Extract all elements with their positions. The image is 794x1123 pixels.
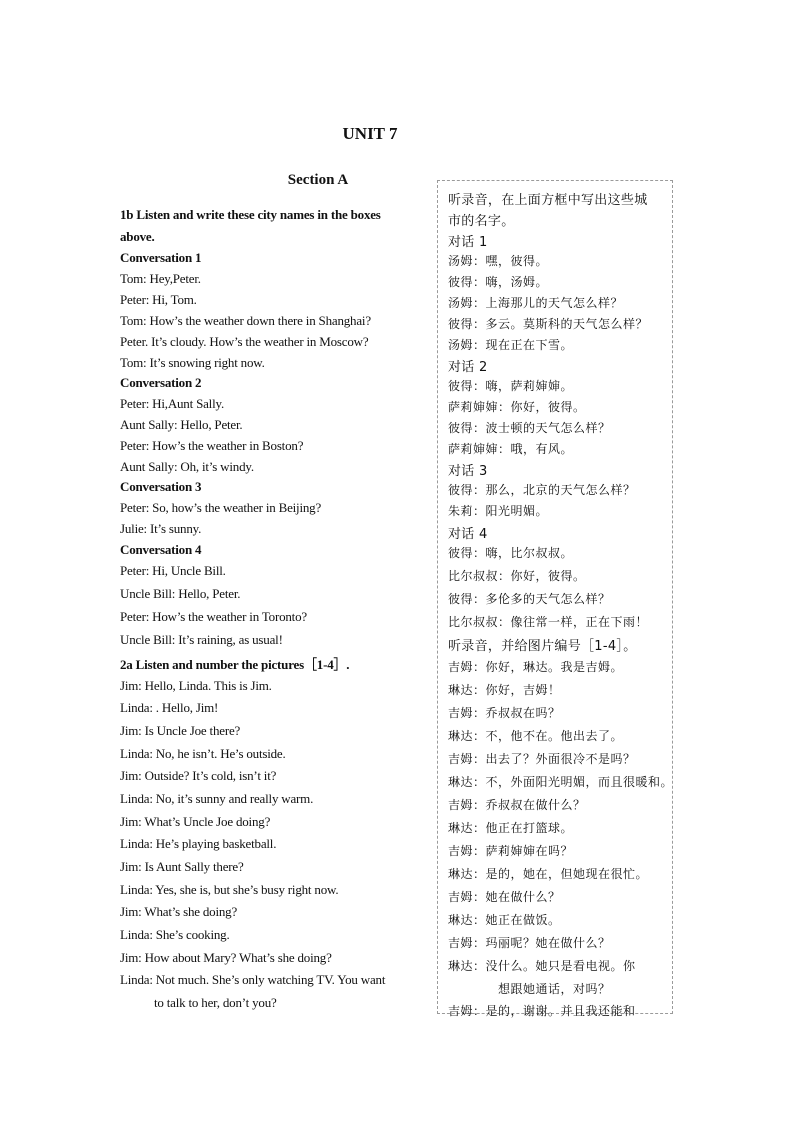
- english-transcript-line: Peter: Hi, Tom.: [120, 292, 197, 307]
- english-transcript-line: Jim: Is Uncle Joe there?: [120, 723, 241, 738]
- english-transcript-line: Peter. It’s cloudy. How’s the weather in Moscow?: [120, 334, 369, 349]
- english-transcript-line: above.: [120, 229, 155, 244]
- english-transcript-line: Peter: How’s the weather in Boston?: [120, 438, 304, 453]
- chinese-translation-line: 吉姆：乔叔叔在吗？: [448, 706, 561, 720]
- chinese-translation-line: 彼得：嗨，比尔叔叔。: [448, 546, 574, 560]
- chinese-translation-line: 对话 1: [448, 235, 488, 250]
- english-transcript-line: Linda: He’s playing basketball.: [120, 836, 277, 851]
- chinese-translation-line: 琳达：他正在打篮球。: [448, 821, 574, 835]
- chinese-translation-line: 琳达：没什么。她只是看电视。你: [448, 959, 636, 973]
- english-transcript-line: Peter: Hi, Uncle Bill.: [120, 563, 226, 578]
- english-transcript-line: Linda: . Hello, Jim!: [120, 700, 219, 715]
- english-transcript-line: Conversation 4: [120, 542, 202, 557]
- section-title: Section A: [287, 172, 349, 188]
- chinese-translation-line: 彼得：嗨，汤姆。: [448, 275, 549, 289]
- chinese-translation-line: 琳达：不，外面阳光明媚，而且很暖和。: [448, 775, 674, 789]
- chinese-translation-line: 市的名字。: [448, 214, 515, 229]
- english-transcript-line: Linda: Not much. She’s only watching TV. You want: [120, 972, 386, 987]
- chinese-translation-line: 吉姆：是的，谢谢。并且我还能和: [448, 1004, 636, 1018]
- chinese-translation-line: 琳达：她正在做饭。: [448, 913, 561, 927]
- english-transcript-line: Aunt Sally: Oh, it’s windy.: [120, 459, 254, 474]
- chinese-translation-line: 彼得：多伦多的天气怎么样？: [448, 592, 611, 606]
- chinese-translation-line: 琳达：不，他不在。他出去了。: [448, 729, 624, 743]
- english-transcript-line: 2a Listen and number the pictures［1-4］.: [120, 657, 350, 672]
- english-transcript-line: Linda: No, he isn’t. He’s outside.: [120, 746, 286, 761]
- english-transcript-line: Conversation 3: [120, 479, 202, 494]
- chinese-translation-line: 听录音，并给图片编号［1-4］。: [448, 639, 637, 654]
- chinese-translation-line: 吉姆：出去了？外面很冷不是吗？: [448, 752, 636, 766]
- chinese-translation-line: 朱莉：阳光明媚。: [448, 504, 549, 518]
- english-transcript-line: Tom: It’s snowing right now.: [120, 355, 265, 370]
- chinese-translation-line: 听录音，在上面方框中写出这些城: [448, 193, 648, 208]
- english-transcript-line: Jim: What’s she doing?: [120, 904, 238, 919]
- unit-title: UNIT 7: [342, 124, 398, 143]
- english-transcript-line: Jim: How about Mary? What’s she doing?: [120, 950, 332, 965]
- chinese-translation-line: 彼得：那么，北京的天气怎么样？: [448, 483, 636, 497]
- chinese-translation-line: 彼得：波士顿的天气怎么样？: [448, 421, 611, 435]
- chinese-translation-line: 对话 3: [448, 464, 488, 479]
- chinese-translation-line: 比尔叔叔：你好，彼得。: [448, 569, 586, 583]
- chinese-translation-line: 对话 2: [448, 360, 488, 375]
- chinese-translation-line: 彼得：嗨，萨莉婶婶。: [448, 379, 574, 393]
- chinese-translation-line: 琳达：是的，她在，但她现在很忙。: [448, 867, 649, 881]
- english-transcript-line: Aunt Sally: Hello, Peter.: [120, 417, 243, 432]
- english-transcript-line: Peter: How’s the weather in Toronto?: [120, 609, 307, 624]
- english-transcript-line: to talk to her, don’t you?: [154, 995, 277, 1010]
- english-transcript-line: Peter: Hi,Aunt Sally.: [120, 396, 225, 411]
- chinese-translation-line: 萨莉婶婶：哦，有风。: [448, 442, 574, 456]
- chinese-translation-line: 琳达：你好，吉姆！: [448, 683, 561, 697]
- chinese-translation-line: 汤姆：现在正在下雪。: [448, 338, 574, 352]
- chinese-translation-line: 吉姆：萨莉婶婶在吗？: [448, 844, 574, 858]
- english-transcript-line: Uncle Bill: Hello, Peter.: [120, 586, 241, 601]
- english-transcript-line: Jim: Is Aunt Sally there?: [120, 859, 244, 874]
- chinese-translation-line: 吉姆：玛丽呢？她在做什么？: [448, 936, 611, 950]
- chinese-translation-line: 吉姆：乔叔叔在做什么？: [448, 798, 586, 812]
- english-transcript-line: Jim: Outside? It’s cold, isn’t it?: [120, 768, 277, 783]
- chinese-translation-line: 萨莉婶婶：你好，彼得。: [448, 400, 586, 414]
- english-transcript-line: Conversation 2: [120, 375, 202, 390]
- english-transcript-line: 1b Listen and write these city names in the boxes: [120, 207, 381, 222]
- chinese-translation-line: 汤姆：上海那儿的天气怎么样？: [448, 296, 624, 310]
- english-transcript-line: Peter: So, how’s the weather in Beijing?: [120, 500, 322, 515]
- chinese-translation-line: 汤姆：嘿，彼得。: [448, 254, 549, 268]
- english-transcript-line: Conversation 1: [120, 250, 202, 265]
- chinese-translation-line: 彼得：多云。莫斯科的天气怎么样？: [448, 317, 649, 331]
- chinese-translation-line: 对话 4: [448, 527, 488, 542]
- english-transcript-line: Tom: Hey,Peter.: [120, 271, 201, 286]
- chinese-translation-box: [437, 180, 674, 1018]
- english-transcript-line: Tom: How’s the weather down there in Shanghai?: [120, 313, 371, 328]
- english-transcript-line: Jim: What’s Uncle Joe doing?: [120, 814, 271, 829]
- chinese-translation-line: 吉姆：她在做什么？: [448, 890, 561, 904]
- english-transcript-line: Uncle Bill: It’s raining, as usual!: [120, 632, 283, 647]
- english-transcript-line: Linda: No, it’s sunny and really warm.: [120, 791, 314, 806]
- chinese-translation-line: 想跟她通话，对吗？: [498, 982, 611, 996]
- english-transcript-line: Julie: It’s sunny.: [120, 521, 202, 536]
- chinese-translation-line: 比尔叔叔：像往常一样，正在下雨！: [448, 615, 649, 629]
- english-transcript-line: Linda: She’s cooking.: [120, 927, 230, 942]
- english-transcript-line: Linda: Yes, she is, but she’s busy right now.: [120, 882, 339, 897]
- chinese-translation-line: 吉姆：你好，琳达。我是吉姆。: [448, 660, 624, 674]
- english-transcript-line: Jim: Hello, Linda. This is Jim.: [120, 678, 272, 693]
